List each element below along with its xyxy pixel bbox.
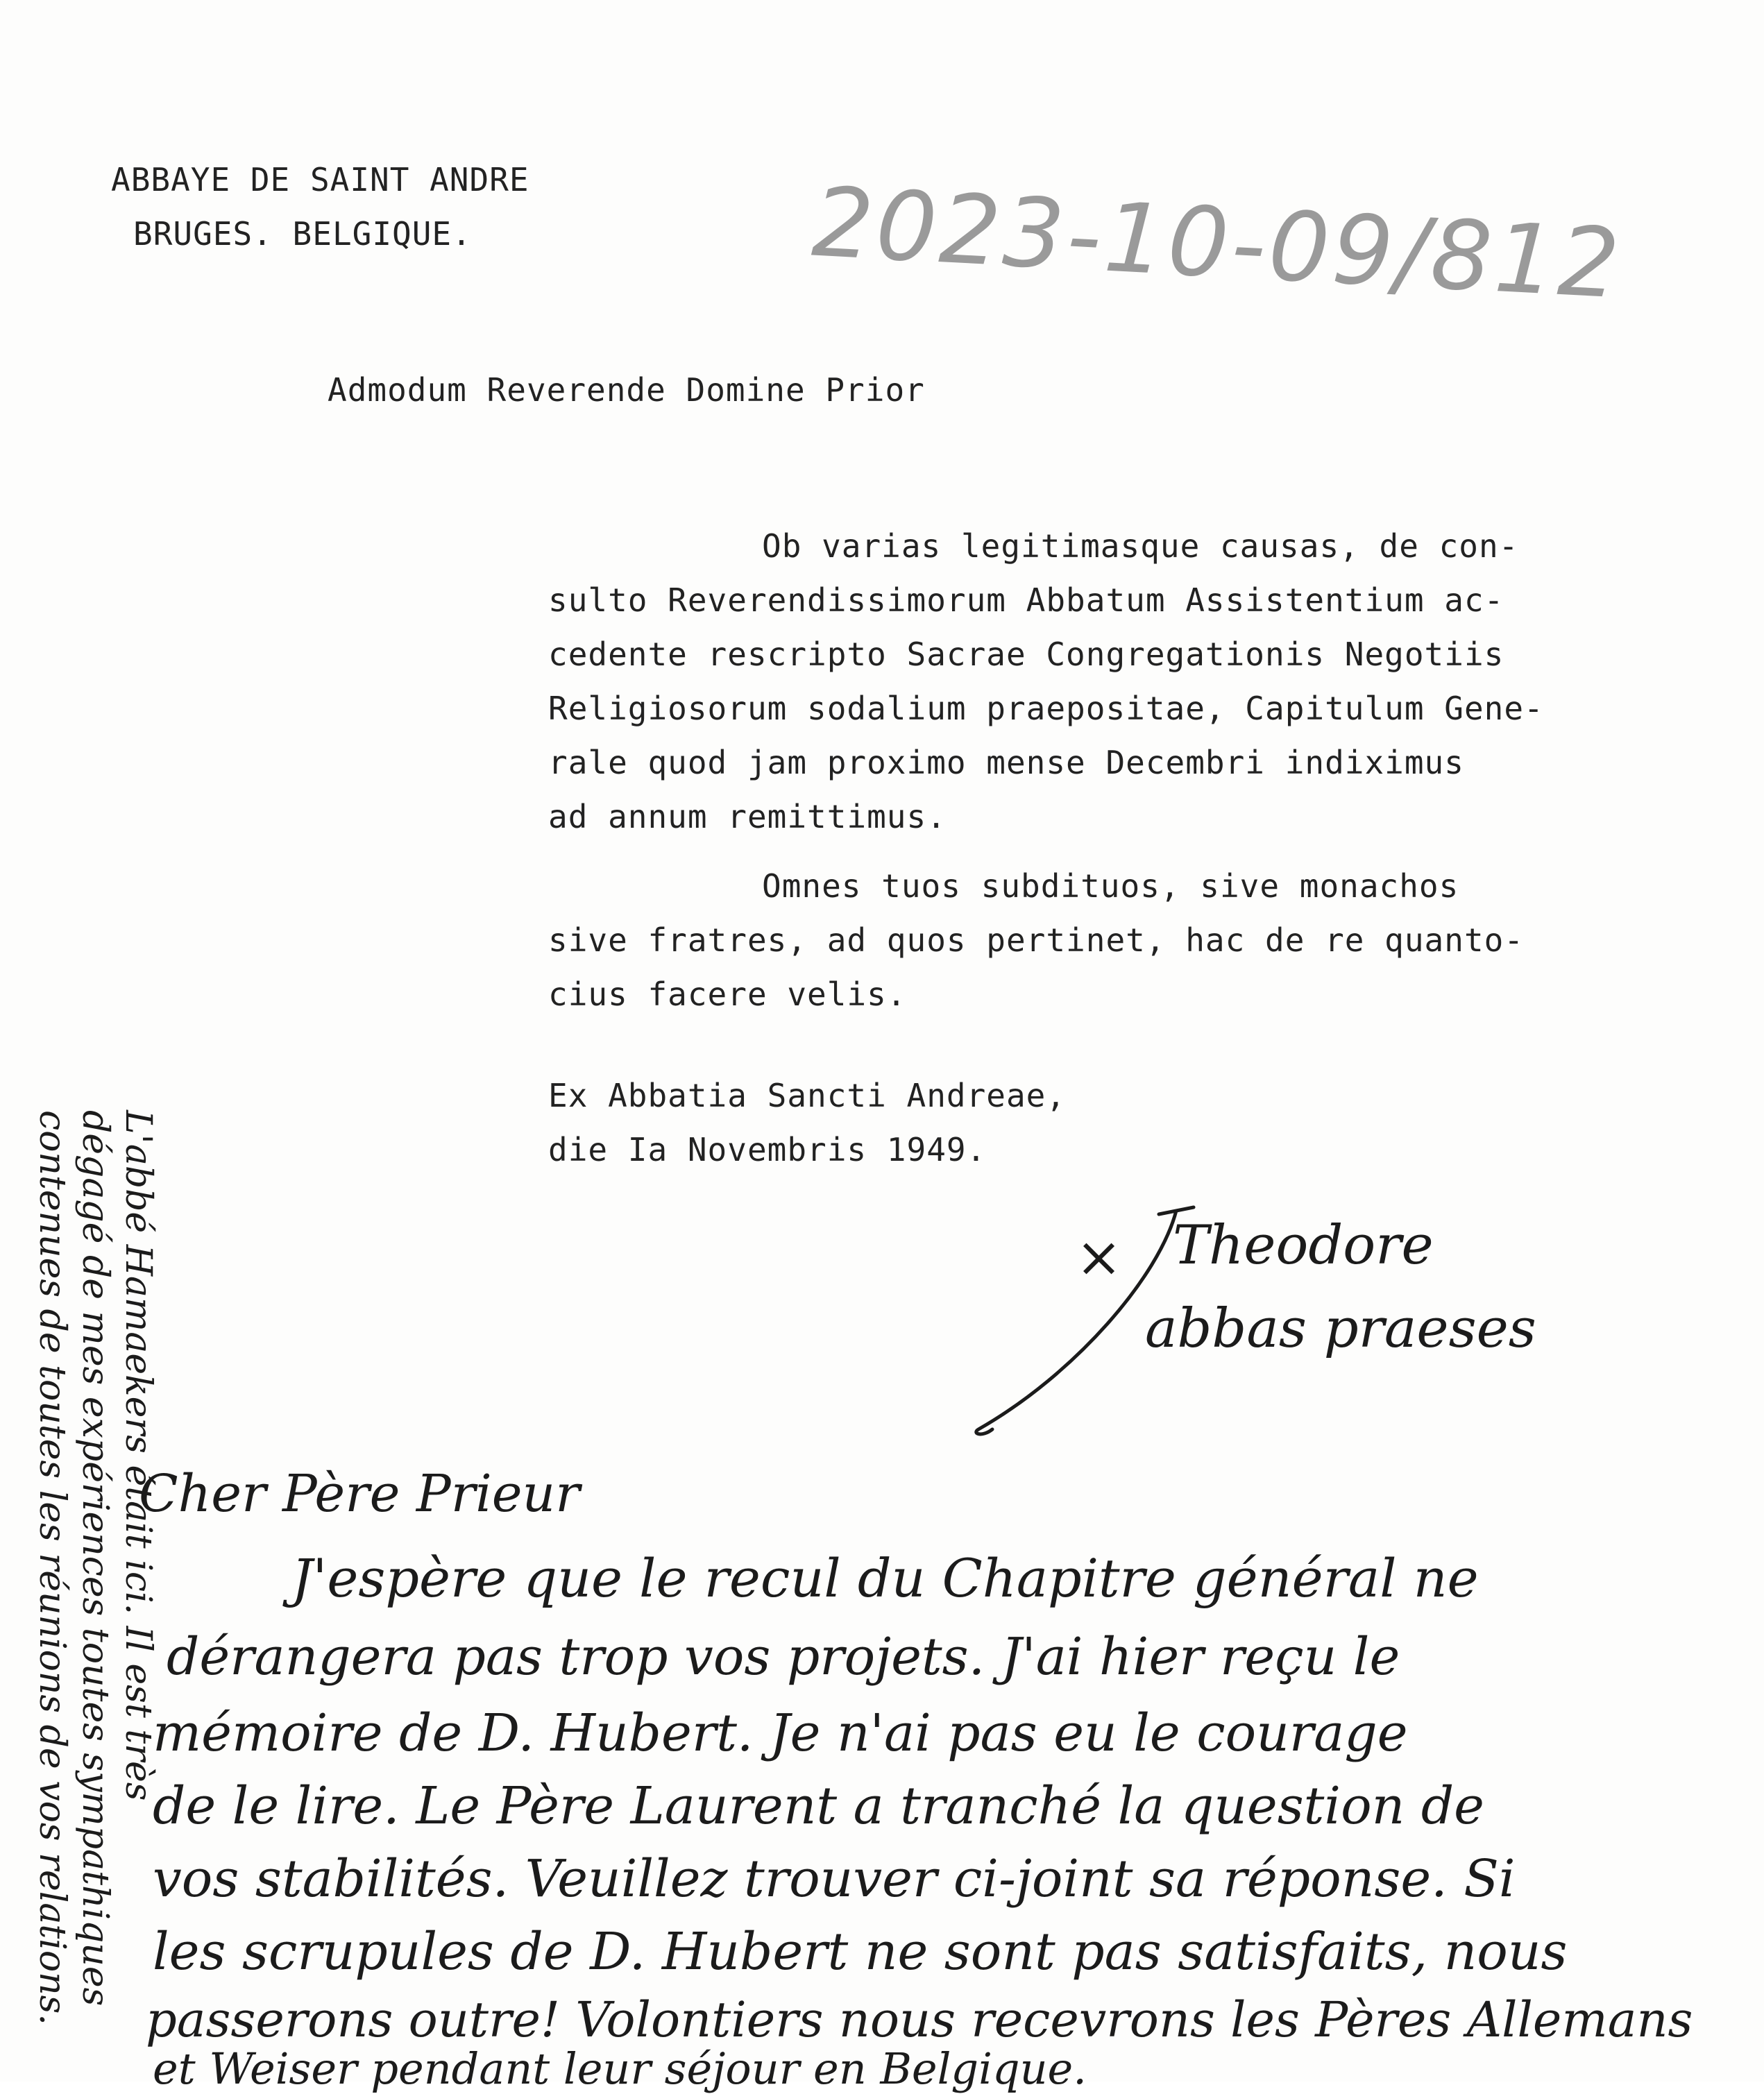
signature-title: abbas praeses (1145, 1297, 1536, 1360)
handwritten-greeting: Cher Père Prieur (139, 1464, 580, 1524)
margin-note-line: L'abbé Hamaekers était ici. Il est très (117, 1110, 159, 1801)
body-line: Omnes tuos subdituos, sive monachos (762, 867, 1459, 905)
handwritten-line: dérangera pas trop vos projets. J'ai hier reçu le (167, 1627, 1400, 1687)
margin-note (21, 1110, 160, 2082)
letterhead-line-2: BRUGES. BELGIQUE. (133, 215, 472, 253)
handwritten-line: de le lire. Le Père Laurent a tranché la question de (153, 1776, 1484, 1836)
signature-name: Theodore (1173, 1214, 1434, 1277)
salutation: Admodum Reverende Domine Prior (328, 371, 925, 409)
signature-cross: × (1076, 1225, 1123, 1289)
body-line: sive fratres, ad quos pertinet, hac de re quanto- (548, 921, 1525, 959)
body-line: Religiosorum sodalium praepositae, Capitulum Gene- (548, 690, 1544, 727)
abbot-signature (965, 1193, 1536, 1457)
body-line: ad annum remittimus. (548, 798, 947, 835)
handwritten-line: J'espère que le recul du Chapitre général ne (291, 1547, 1479, 1609)
letterhead-line-1: ABBAYE DE SAINT ANDRE (111, 161, 529, 198)
place-line: Ex Abbatia Sancti Andreae, (548, 1077, 1067, 1114)
body-line: Ob varias legitimasque causas, de con- (762, 527, 1519, 565)
body-line: rale quod jam proximo mense Decembri indiximus (548, 744, 1464, 781)
handwritten-line: mémoire de D. Hubert. Je n'ai pas eu le courage (153, 1703, 1408, 1763)
margin-note-line: contenues de toutes les réunions de vos relations. (31, 1110, 73, 2025)
handwritten-line: vos stabilités. Veuillez trouver ci-joint sa réponse. Si (153, 1849, 1516, 1909)
body-line: cius facere velis. (548, 976, 907, 1013)
handwritten-line: et Weiser pendant leur séjour en Belgique. (153, 2043, 1087, 2094)
body-line: cedente rescripto Sacrae Congregationis Negotiis (548, 636, 1504, 673)
handwritten-line: les scrupules de D. Hubert ne sont pas satisfaits, nous (153, 1922, 1568, 1982)
body-line: sulto Reverendissimorum Abbatum Assistentium ac- (548, 581, 1504, 619)
handwritten-line: passerons outre! Volontiers nous recevrons les Pères Allemans (146, 1991, 1693, 2048)
archive-pencil-number: 2023-10-09/812 (809, 166, 1625, 321)
date-line: die Ia Novembris 1949. (548, 1131, 987, 1168)
margin-note-line: dégagé de mes expériences toutes sympathiques (74, 1110, 116, 2007)
